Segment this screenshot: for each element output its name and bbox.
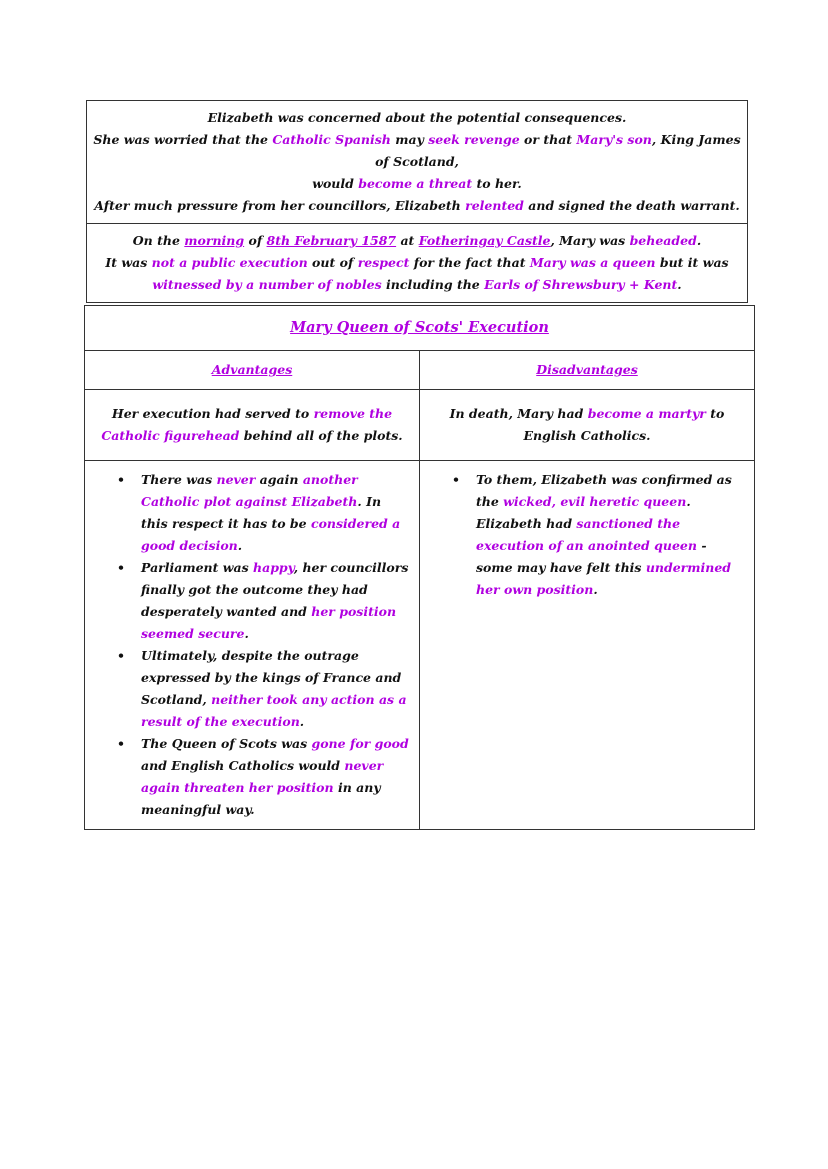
disadvantages-list: [420, 469, 746, 601]
highlight-text: seek revenge: [428, 132, 520, 147]
bullet-icon: •: [117, 472, 125, 487]
text: would: [312, 176, 359, 191]
highlight-text: neither took any action as a result of the execution: [141, 692, 407, 729]
context-line-3: [91, 173, 743, 195]
disadvantages-summary: [420, 390, 755, 461]
disadvantages-list-cell: [420, 461, 755, 830]
list-item: [117, 469, 411, 557]
text: - some may have felt this: [476, 538, 707, 575]
table-title: Mary Queen of Scots' Execution: [290, 319, 549, 336]
text: . Elizabeth had: [476, 494, 691, 531]
text: out of: [307, 255, 358, 270]
highlight-text: her position seemed secure: [141, 604, 397, 641]
text: of: [244, 233, 267, 248]
highlight-text: Mary was a queen: [529, 255, 656, 270]
text: .: [696, 233, 702, 248]
highlight-text: never again threaten her position: [141, 758, 384, 795]
bullet-icon: •: [117, 560, 125, 575]
text: The Queen of Scots was: [141, 736, 312, 751]
context-line-2: [91, 129, 743, 173]
text: After much pressure from her councillors, Elizabeth: [94, 198, 466, 213]
highlight-text: Earls of Shrewsbury + Kent: [484, 277, 678, 292]
highlight-text: remove the Catholic figurehead: [101, 406, 393, 443]
text: To them, Elizabeth was confirmed as the: [476, 472, 732, 509]
bullet-icon: •: [452, 472, 460, 487]
text: .: [593, 582, 598, 597]
highlight-text: respect: [357, 255, 410, 270]
highlight-text: happy: [253, 560, 294, 575]
advantages-list: [85, 469, 411, 821]
text: It was: [105, 255, 152, 270]
text: and signed the death warrant.: [523, 198, 740, 213]
disadvantages-header-cell: [420, 351, 755, 390]
text: Her execution had served to: [111, 406, 314, 421]
execution-line-1: [91, 230, 743, 252]
list-item: [117, 733, 411, 821]
text: Elizabeth was concerned about the potential consequences.: [207, 110, 627, 125]
text: . In this respect it has to be: [141, 494, 382, 531]
execution-line-2: [91, 252, 743, 296]
text: at: [396, 233, 419, 248]
highlight-text: not a public execution: [151, 255, 308, 270]
text: but it was: [655, 255, 729, 270]
table-title-cell: [85, 306, 755, 351]
advantages-summary: [85, 390, 420, 461]
highlight-text: gone for good: [311, 736, 409, 751]
bullet-icon: •: [117, 736, 125, 751]
highlight-place: Fotheringay Castle: [418, 233, 551, 248]
text: On the: [132, 233, 185, 248]
list-item: [117, 645, 411, 733]
advantages-header-cell: [85, 351, 420, 390]
text: and English Catholics would: [141, 758, 345, 773]
text: .: [299, 714, 305, 729]
text: to her.: [472, 176, 522, 191]
text: Parliament was: [141, 560, 253, 575]
highlight-text: sanctioned the execution of an anointed queen: [476, 516, 697, 553]
highlight-text: never: [216, 472, 256, 487]
highlight-text: beheaded: [629, 233, 697, 248]
highlight-text: become a martyr: [587, 406, 706, 421]
text: , King James of Scotland,: [375, 132, 741, 169]
highlight-text: relented: [465, 198, 524, 213]
text: , Mary was: [550, 233, 630, 248]
text: , her councillors finally got the outcome they had desperately wanted and: [141, 560, 409, 619]
highlight-text: become a threat: [358, 176, 473, 191]
advantages-list-cell: [85, 461, 420, 830]
highlight-text: witnessed by a number of nobles: [152, 277, 382, 292]
text: including the: [381, 277, 485, 292]
text: .: [237, 538, 243, 553]
highlight-text: Mary's son: [576, 132, 652, 147]
highlight-text: another Catholic plot against Elizabeth: [141, 472, 358, 509]
text: behind all of the plots.: [239, 428, 403, 443]
text: She was worried that the: [93, 132, 273, 147]
text: .: [244, 626, 249, 641]
advantages-header: Advantages: [211, 362, 293, 377]
text: .: [677, 277, 682, 292]
text: Ultimately, despite the outrage expressed by the kings of France and Scotland,: [141, 648, 402, 707]
highlight-date: 8th February 1587: [266, 233, 397, 248]
context-line-1: [91, 107, 743, 129]
highlight-text: undermined her own position: [476, 560, 732, 597]
execution-table: [84, 305, 755, 830]
highlight-text: wicked, evil heretic queen: [503, 494, 687, 509]
text: In death, Mary had: [449, 406, 588, 421]
list-item: [117, 557, 411, 645]
execution-paragraph: [87, 223, 747, 302]
highlight-text: morning: [184, 233, 245, 248]
list-item: [452, 469, 746, 601]
bullet-icon: •: [117, 648, 125, 663]
context-line-4: [91, 195, 743, 217]
context-paragraph: [87, 101, 747, 223]
text: in any meaningful way.: [141, 780, 381, 817]
text: for the fact that: [409, 255, 530, 270]
text: may: [390, 132, 429, 147]
highlight-text: Catholic Spanish: [272, 132, 391, 147]
context-box: [86, 100, 748, 303]
highlight-text: considered a good decision: [141, 516, 401, 553]
text: There was: [141, 472, 217, 487]
text: to English Catholics.: [523, 406, 725, 443]
text: again: [255, 472, 303, 487]
text: or that: [519, 132, 577, 147]
disadvantages-header: Disadvantages: [536, 362, 638, 377]
